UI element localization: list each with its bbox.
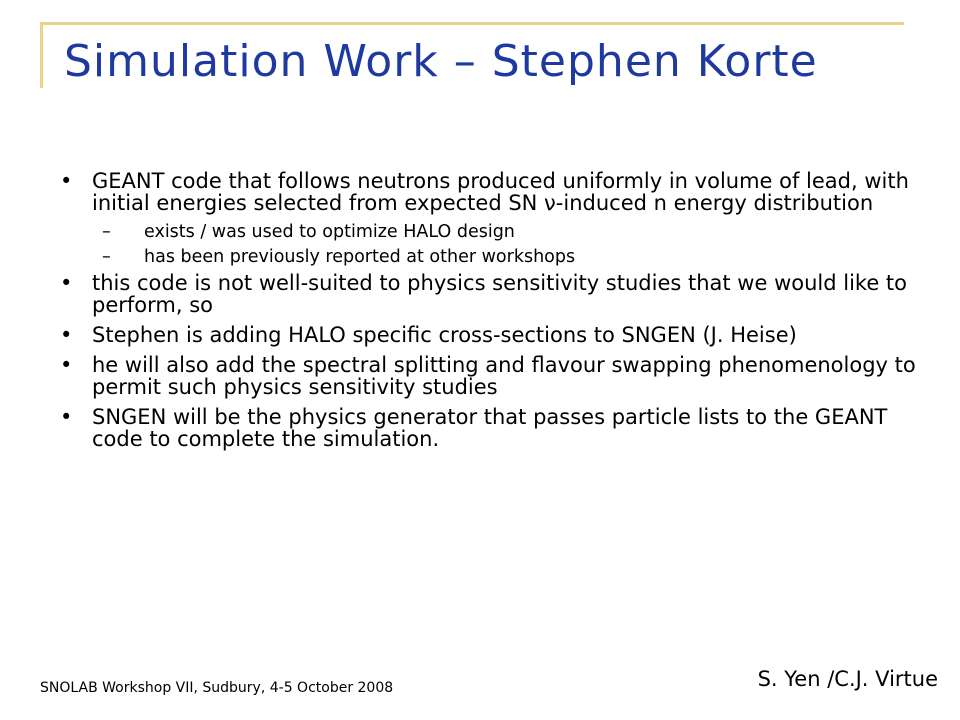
dash-marker: – xyxy=(102,247,111,267)
sub-bullet-item xyxy=(56,222,916,242)
slide-title: Simulation Work – Stephen Korte xyxy=(64,36,818,87)
title-frame-left-line xyxy=(40,22,43,88)
bullet-marker: • xyxy=(60,271,73,295)
bullet-text: this code is not well-suited to physics sensitivity studies that we would like to perform, so xyxy=(92,271,908,317)
bullet-marker: • xyxy=(60,405,73,429)
bullet-item xyxy=(56,170,916,214)
bullet-marker: • xyxy=(60,353,73,377)
bullet-text: he will also add the spectral splitting and flavour swapping phenomenology to permit such physics sensitivity studies xyxy=(92,353,916,399)
dash-marker: – xyxy=(102,222,111,242)
bullet-item xyxy=(56,406,916,450)
sub-bullet-item xyxy=(56,247,916,267)
bullet-text: SNGEN will be the physics generator that passes particle lists to the GEANT code to complete the simulation. xyxy=(92,405,888,451)
footer-authors: S. Yen /C.J. Virtue xyxy=(757,667,938,691)
bullet-item xyxy=(56,324,916,346)
bullet-list xyxy=(56,170,916,458)
bullet-marker: • xyxy=(60,323,73,347)
bullet-marker: • xyxy=(60,169,73,193)
title-frame-top-line xyxy=(40,22,904,25)
sub-bullet-text: has been previously reported at other workshops xyxy=(144,247,576,267)
footer-event-label: SNOLAB Workshop VII, Sudbury, 4-5 October 2008 xyxy=(40,680,394,696)
bullet-text: Stephen is adding HALO specific cross-sections to SNGEN (J. Heise) xyxy=(92,323,797,347)
bullet-text: GEANT code that follows neutrons produced uniformly in volume of lead, with initial energies selected from expected SN ν-induced n energy distribution xyxy=(92,169,909,215)
bullet-item xyxy=(56,354,916,398)
bullet-item xyxy=(56,272,916,316)
sub-bullet-text: exists / was used to optimize HALO design xyxy=(144,222,515,242)
